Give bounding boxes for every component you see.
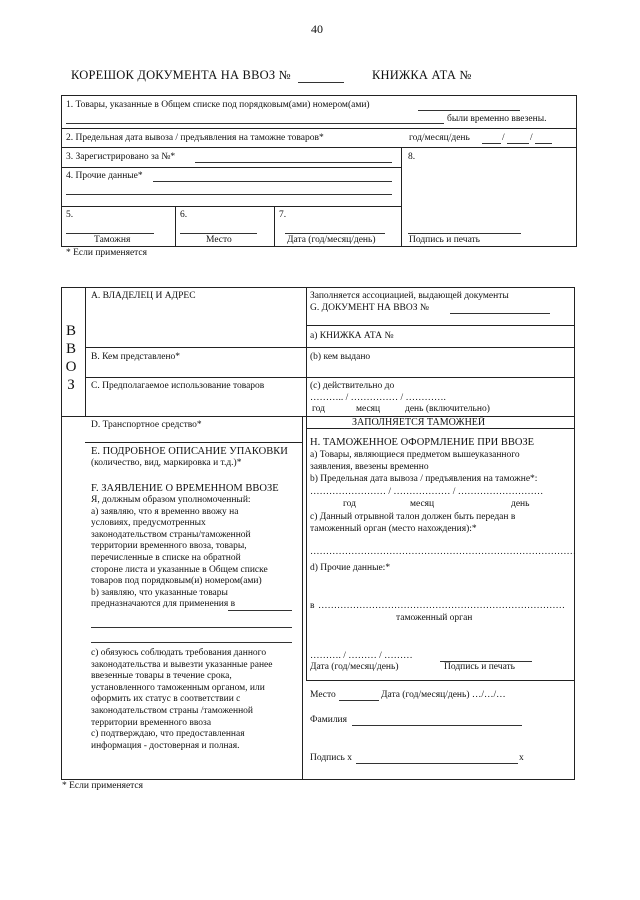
stub-field-7: 7. <box>279 210 287 220</box>
row-divider <box>306 680 575 681</box>
signature-x: х <box>519 753 524 763</box>
row-divider <box>306 325 575 326</box>
stub-divider <box>401 147 402 247</box>
left-column-divider <box>302 416 303 780</box>
stub-field-6: 6. <box>180 210 188 220</box>
h-b-dots: …………………… / ……………… / ……………………… <box>310 487 544 497</box>
page-number: 40 <box>311 22 323 36</box>
stub-field-1-text2: были временно ввезены. <box>447 114 547 124</box>
field-c-label: C. Предполагаемое использование товаров <box>91 381 265 391</box>
valid-year: год <box>312 404 325 414</box>
h-date-dots: ………. / ……… / ……… <box>310 651 413 661</box>
row-divider <box>85 347 575 348</box>
surname-label: Фамилия <box>310 715 348 725</box>
surname-line <box>352 725 522 726</box>
place-label: Место <box>310 690 336 700</box>
h-date-label: Дата (год/месяц/день) <box>310 662 399 672</box>
side-letter: О <box>65 359 77 375</box>
side-letter: В <box>65 323 76 339</box>
field-g-label: G. ДОКУМЕНТ НА ВВОЗ № <box>310 303 429 313</box>
valid-until-dots: ……….. / …………… / …………. <box>310 393 446 403</box>
valid-month: месяц <box>356 404 381 414</box>
row-divider <box>85 377 575 378</box>
stub-field-1-text: 1. Товары, указанные в Общем списке под порядковым(ами) номером(ами) <box>66 100 370 110</box>
h-a-line1: а) Товары, являющиеся предметом вышеуказанного <box>310 450 520 460</box>
place-date: Дата (год/месяц/день) …/…/… <box>381 690 506 700</box>
field-h-title: H. ТАМОЖЕННОЕ ОФОРМЛЕНИЕ ПРИ ВВОЗЕ <box>310 437 535 448</box>
stub-divider <box>61 128 577 129</box>
stub-place-label: Место <box>206 235 232 245</box>
field-g-line <box>450 313 550 314</box>
stub-date-line <box>285 233 385 234</box>
row-divider <box>85 416 575 417</box>
stub-field-1-line <box>66 123 444 124</box>
h-c-line2: таможенный орган (место нахождения):* <box>310 524 477 534</box>
stub-field-3-line <box>195 162 392 163</box>
stub-field-3-label: 3. Зарегистрировано за №* <box>66 152 176 162</box>
main-footnote: * Если применяется <box>62 781 144 791</box>
stub-title: КОРЕШОК ДОКУМЕНТА НА ВВОЗ № <box>71 68 291 82</box>
row-divider <box>306 428 575 429</box>
stub-field-5: 5. <box>66 210 74 220</box>
date-line <box>535 143 552 144</box>
stub-number-line <box>298 82 344 83</box>
carnet-label: a) КНИЖКА АТА № <box>310 331 394 341</box>
stub-sign-line <box>408 233 521 234</box>
stub-field-8: 8. <box>408 152 416 162</box>
h-a-line2: заявления, ввезены временно <box>310 462 429 472</box>
field-b-label: B. Кем представлено* <box>91 352 181 362</box>
stub-customs-label: Таможня <box>94 235 131 245</box>
signature-label: Подпись х <box>310 753 353 763</box>
valid-day: день (включительно) <box>405 404 490 414</box>
stub-divider <box>175 206 176 247</box>
f-country-line <box>91 642 292 643</box>
center-divider <box>306 287 307 680</box>
date-line <box>507 143 529 144</box>
h-b-label: b) Предельная дата вывоза / предъявления на таможне*: <box>310 474 538 484</box>
stub-footnote: * Если применяется <box>66 248 148 258</box>
stub-divider <box>61 206 401 207</box>
stub-sign-label: Подпись и печать <box>409 235 481 245</box>
customs-header: ЗАПОЛНЯЕТСЯ ТАМОЖНЕЙ <box>352 417 486 428</box>
stub-divider <box>61 167 401 168</box>
stub-field-4-line <box>66 194 392 195</box>
h-d-label: d) Прочие данные:* <box>310 563 391 573</box>
field-d-label: D. Транспортное средство* <box>91 420 202 430</box>
stub-date-label: Дата (год/месяц/день) <box>287 235 376 245</box>
stub-place-line <box>180 233 257 234</box>
h-c-line1: с) Данный отрывной талон должен быть передан в <box>310 512 516 522</box>
stub-customs-line <box>66 233 154 234</box>
issuer-note: Заполняется ассоциацией, выдающей документы <box>310 291 509 301</box>
row-divider <box>85 442 302 443</box>
signature-line <box>356 763 518 764</box>
field-e-title: E. ПОДРОБНОЕ ОПИСАНИЕ УПАКОВКИ <box>91 446 288 457</box>
field-f-text2: с) обязуюсь соблюдать требования данного законодательства и вывезти указанные ранее ввезенные товары в течение срока, установленного таможенным органом, или оформить их статус в соответствии с законодательством страны /таможенной территории временного ввоза с) подтверждаю, что предоставленная информация - достоверная и полная. <box>91 648 273 751</box>
stub-divider <box>61 147 577 148</box>
field-a-label: A. ВЛАДЕЛЕЦ И АДРЕС <box>91 291 196 301</box>
field-f-title: F. ЗАЯВЛЕНИЕ О ВРЕМЕННОМ ВВОЗЕ <box>91 483 279 494</box>
issued-by-label: (b) кем выдано <box>310 352 371 362</box>
h-c-dots: ………………………………………………………………………… <box>310 547 576 557</box>
stub-field-2-label: 2. Предельная дата вывоза / предъявления на таможне товаров* <box>66 133 324 143</box>
side-divider <box>85 287 86 416</box>
f-country-line <box>228 610 292 611</box>
h-v-dots: …………………………………………………………………… <box>318 601 565 611</box>
field-f-text: Я, должным образом уполномоченный: а) заявляю, что я временно ввожу на условиях, предусмотренных законодательством страны/таможенной территории временного ввоза, товары, перечисленные в списке на обратной стороне листа и указанные в Общем списке товаров под порядковым(и) номером(ами) b) заявляю, что указанные товары предназначаются для применения в <box>91 495 268 610</box>
h-month: месяц <box>410 499 435 509</box>
stub-field-1-line <box>418 110 520 111</box>
place-line <box>339 700 379 701</box>
side-letter: В <box>65 341 76 357</box>
stub-field-2-date: год/месяц/день <box>409 133 470 143</box>
carnet-title: КНИЖКА АТА № <box>372 68 472 82</box>
stub-field-4-line <box>153 181 392 182</box>
stub-field-4-label: 4. Прочие данные* <box>66 171 143 181</box>
h-customs-organ: таможенный орган <box>396 613 473 623</box>
side-divider <box>61 416 85 417</box>
field-e-sub: (количество, вид, маркировка и т.д.)* <box>91 458 242 468</box>
date-line <box>482 143 501 144</box>
h-sign-label: Подпись и печать <box>444 662 516 672</box>
stub-divider <box>274 206 275 247</box>
h-day: день <box>511 499 530 509</box>
h-year: год <box>343 499 356 509</box>
f-country-line <box>91 627 292 628</box>
valid-until-label: (c) действительно до <box>310 381 395 391</box>
side-letter: З <box>67 377 75 393</box>
h-v-label: в <box>310 601 315 611</box>
